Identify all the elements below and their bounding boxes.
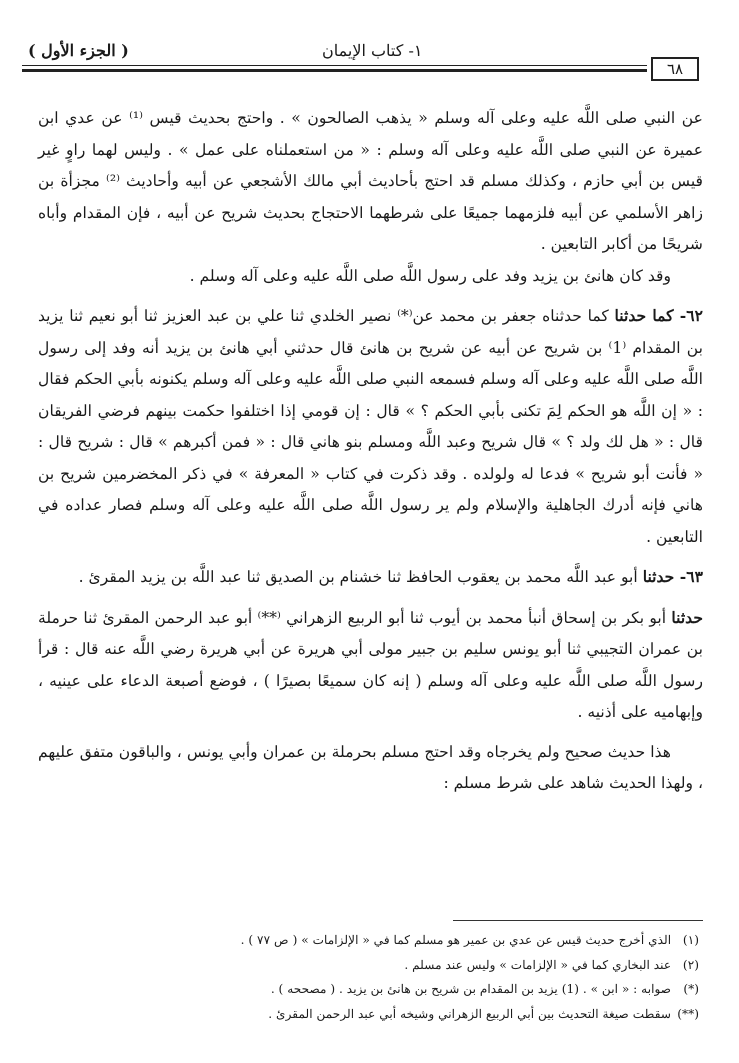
footnote-separator: [453, 920, 703, 921]
footnotes: [40, 928, 699, 1026]
footnote-text: سقطت صيغة التحديث بين أبي الربيع الزهراني وشيخه أبي عبد الرحمن المقرئ .: [268, 1006, 672, 1021]
footnote-mark: (١): [682, 933, 699, 947]
paragraph: [38, 103, 703, 261]
paragraph-text: وقد كان هانئ بن يزيد وفد على رسول اللَّه صلى اللَّه عليه وعلى آله وسلم .: [189, 266, 671, 285]
footnote-mark: (*): [683, 982, 699, 996]
footnote-text: الذي أخرج حديث قيس عن عدي بن عمير هو مسلم كما في « الإلزامات » ( ص ٧٧ ) .: [240, 933, 672, 947]
paragraph-text: عن النبي صلى اللَّه عليه وعلى آله وسلم « يذهب الصالحون » . واحتج بحديث قيس ⁽¹⁾ عن عدي ابن عميرة عن النبي صلى اللَّه عليه وعلى آله وسلم : « من استعملناه على عمل » . وليس لهما راوٍ غير قيس بن أبي حازم ، وكذلك مسلم قد احتج بأحاديث أبي مالك الأشجعي عن أبيه وأحاديث ⁽²⁾ مجزأة بن زاهر الأسلمي عن أبيه فلزمهما جميعًا على شرطهما الاحتجاج بحديث شريح عن أبيه ، فإن المقدام وأباه شريحًا من أكابر التابعين .: [38, 109, 703, 253]
isnad-label: حدثنا: [671, 607, 703, 627]
footnote-text: عند البخاري كما في « الإلزامات » وليس عند مسلم .: [404, 957, 672, 972]
footnote-mark: (**): [677, 1006, 699, 1021]
footnote: [40, 953, 699, 978]
hadith-62: [38, 300, 703, 553]
paragraph: [38, 261, 703, 293]
paragraph-text: أبو بكر بن إسحاق أنبأ محمد بن أيوب ثنا أبو الربيع الزهراني ⁽**⁾ أبو عبد الرحمن المقرئ ثنا حرملة بن عمران التجيبي ثنا أبو يونس سليم بن جبير مولى أبي هريرة عن أبي هريرة رضي اللَّه عنه قال : قرأ رسول اللَّه صلى اللَّه عليه وعلى آله وسلم ( إنه كان سميعًا بصيرًا ) ، فوضع أصبعة الدعاء على عينيه ، وإبهاميه على أذنيه .: [38, 608, 703, 721]
paragraph: [38, 737, 703, 800]
paragraph-text: أبو عبد اللَّه محمد بن يعقوب الحافظ ثنا خشنام بن الصديق ثنا عبد اللَّه بن يزيد المقرئ .: [78, 568, 638, 586]
chapter-title: ١- كتاب الإيمان: [322, 41, 423, 60]
hadith-number-label: ٦٢- كما حدثنا: [614, 306, 703, 325]
page-number: ٦٨: [651, 57, 699, 81]
hadith-63: [38, 561, 703, 594]
footnote: [40, 1002, 699, 1027]
header-rule-thin: [22, 65, 647, 66]
paragraph-text: كما حدثناه جعفر بن محمد عن⁽*⁾ نصير الخلدي ثنا علي بن عبد العزيز ثنا أبو نعيم ثنا يزيد بن المقدام ⁽1⁾ بن شريح عن أبيه عن شريح بن هانئ قال حدثني أبي هانئ بن يزيد أنه وفد إلى رسول اللَّه صلى اللَّه عليه وعلى آله وسلم فسمعه النبي صلى اللَّه عليه وعلى آله وسلم يكنونه بأبي الحكم فقال : « إن اللَّه هو الحكم لِمَ تكنى بأبي الحكم ؟ » قال : إن قومي إذا اختلفوا حكمت بينهم فرضي الفريقان قال : « هل لك ولد ؟ » قال شريح وعبد اللَّه ومسلم بنو هاني قال : « فمن أكبرهم » قال : شريح قال : « فأنت أبو شريح » فدعا له ولولده . وقد ذكرت في كتاب « المعرفة » في ذكر المخضرمين شريح بن هاني فإنه أدرك الجاهلية والإسلام ولم ير رسول اللَّه صلى اللَّه عليه وعلى آله وسلم فصار عداده في التابعين .: [38, 307, 703, 546]
page-header: [22, 38, 699, 78]
isnad-paragraph: [38, 602, 703, 729]
footnote: [40, 977, 699, 1002]
footnote-mark: (٢): [682, 957, 699, 972]
footnote-text: صوابه : « ابن » . (1) يزيد بن المقدام بن شريح بن هانئ بن يزيد . ( مصححه ) .: [270, 982, 672, 996]
paragraph-text: هذا حديث صحيح ولم يخرجاه وقد احتج مسلم بحرملة بن عمران وأبي يونس ، والباقون متفق عليهم ، ولهذا الحديث شاهد على شرط مسلم :: [38, 742, 703, 792]
header-rule-thick: [22, 69, 647, 72]
hadith-number-label: ٦٣- حدثنا: [642, 567, 703, 586]
footnote: [40, 928, 699, 953]
main-text: [38, 103, 703, 800]
volume-label: ( الجزء الأول ): [28, 41, 129, 60]
